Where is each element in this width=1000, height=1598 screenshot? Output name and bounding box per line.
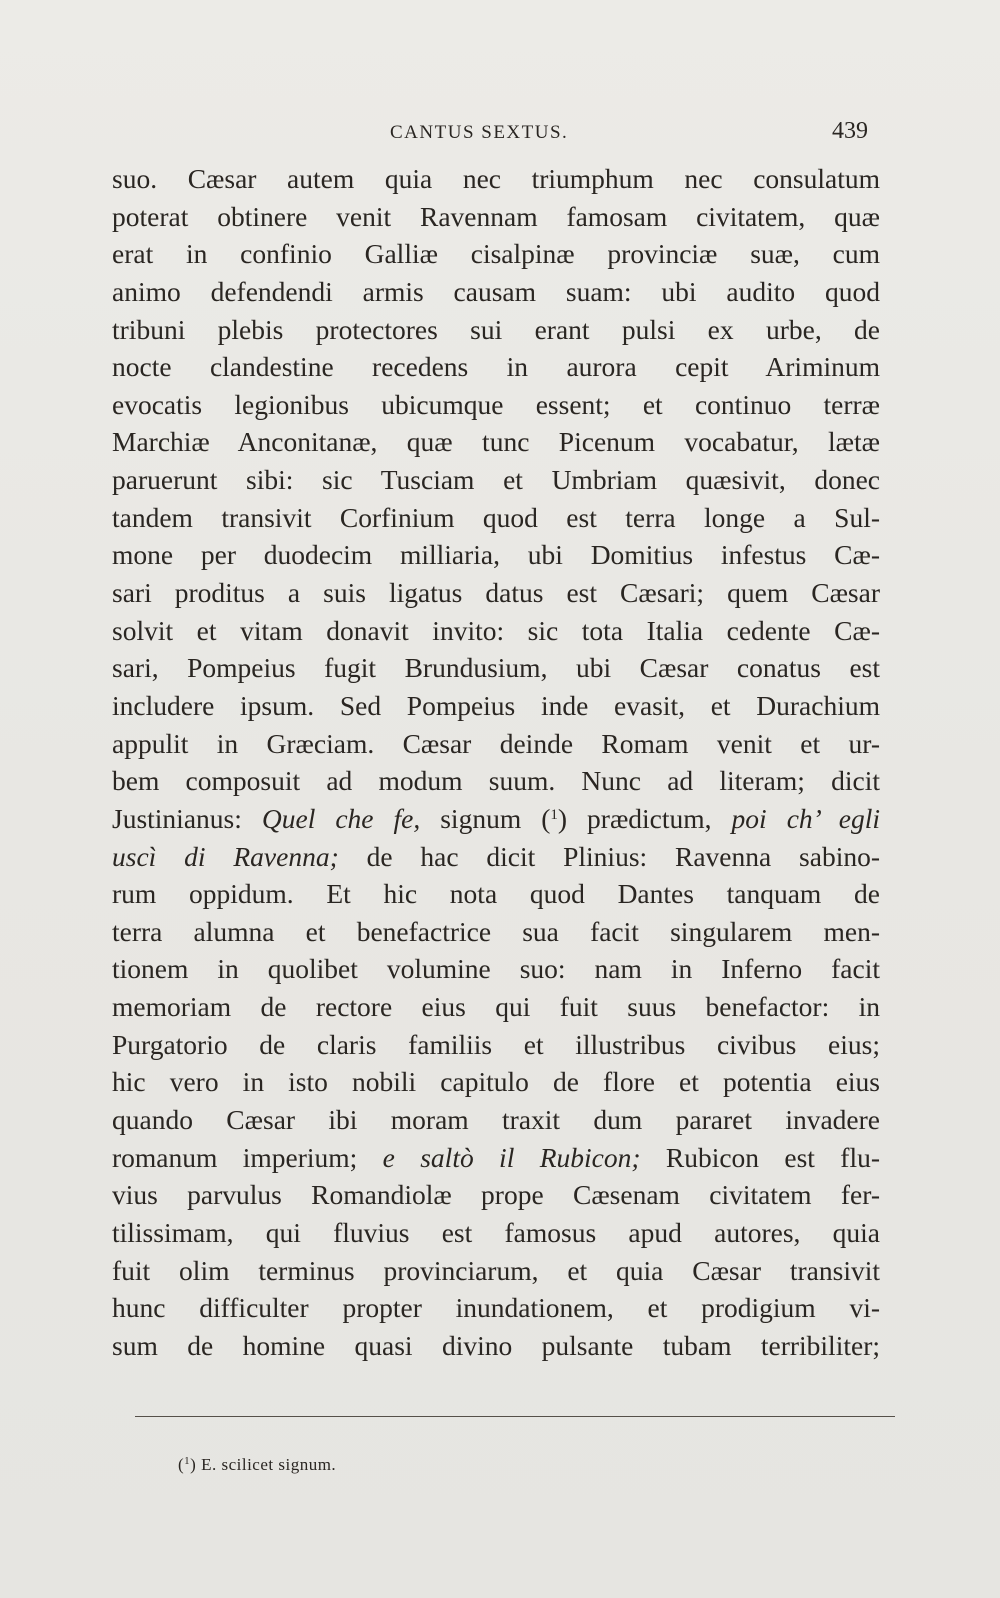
- text-run: tilissimam, qui fluvius est famosus apud autores, quia: [112, 1216, 880, 1248]
- italic-quote: poi ch’ egli: [731, 802, 880, 834]
- text-line: [112, 762, 880, 800]
- text-run: ) prædictum,: [557, 802, 732, 834]
- text-run: fuit olim terminus provinciarum, et quia Cæsar transivit: [112, 1254, 880, 1286]
- footnote: [178, 1455, 336, 1475]
- text-line: [112, 913, 880, 951]
- page-number: 439: [832, 118, 868, 144]
- text-line: [112, 687, 880, 725]
- text-line: [112, 875, 880, 913]
- text-run: Justinianus:: [112, 802, 262, 834]
- text-line: [112, 423, 880, 461]
- text-line: [112, 574, 880, 612]
- text-line: [112, 1327, 880, 1365]
- text-run: hic vero in isto nobili capitulo de flore et potentia eius: [112, 1066, 880, 1098]
- text-run: sum de homine quasi divino pulsante tubam terribiliter;: [112, 1329, 880, 1361]
- text-run: Marchiæ Anconitanæ, quæ tunc Picenum vocabatur, lætæ: [112, 426, 880, 458]
- text-run: de hac dicit Plinius: Ravenna sabino-: [338, 840, 881, 872]
- text-run: includere ipsum. Sed Pompeius inde evasit, et Durachium: [112, 689, 880, 721]
- text-run: solvit et vitam donavit invito: sic tota Italia cedente Cæ-: [112, 614, 880, 646]
- text-run: quando Cæsar ibi moram traxit dum pararet invadere: [112, 1104, 880, 1136]
- text-line: [112, 1214, 880, 1252]
- text-line: [112, 725, 880, 763]
- text-run: hunc difficulter propter inundationem, et prodigium vi-: [112, 1292, 880, 1324]
- text-line: [112, 273, 880, 311]
- text-line: [112, 160, 880, 198]
- text-line: [112, 536, 880, 574]
- running-head: [110, 118, 880, 148]
- main-text-block: [112, 160, 880, 1365]
- text-run: Rubicon est flu-: [640, 1141, 880, 1173]
- text-run: evocatis legionibus ubicumque essent; et continuo terræ: [112, 388, 880, 420]
- text-line: [112, 311, 880, 349]
- text-run: sari proditus a suis ligatus datus est Cæsari; quem Cæsar: [112, 577, 880, 609]
- text-run: signum (: [420, 802, 551, 834]
- footnote-text: E. scilicet signum.: [196, 1455, 337, 1474]
- text-line: [112, 649, 880, 687]
- italic-quote: Quel che fe,: [261, 802, 421, 834]
- text-line: [112, 1252, 880, 1290]
- footnote-open-paren: (: [178, 1455, 185, 1474]
- text-run: poterat obtinere venit Ravennam famosam civitatem, quæ: [112, 200, 880, 232]
- text-line: [112, 1176, 880, 1214]
- text-run: Purgatorio de claris familiis et illustribus civibus eius;: [112, 1028, 880, 1060]
- footnote-separator-rule: [135, 1416, 895, 1417]
- text-run: nocte clandestine recedens in aurora cepit Ariminum: [112, 351, 880, 383]
- text-line: [112, 1063, 880, 1101]
- text-run: rum oppidum. Et hic nota quod Dantes tanquam de: [112, 878, 880, 910]
- text-run: erat in confinio Galliæ cisalpinæ provinciæ suæ, cum: [112, 238, 880, 270]
- text-run: romanum imperium;: [112, 1141, 383, 1173]
- text-run: terra alumna et benefactrice sua facit singularem men-: [112, 915, 880, 947]
- text-line: [112, 1026, 880, 1064]
- text-line: [112, 950, 880, 988]
- italic-quote: e saltò il Rubicon;: [382, 1141, 641, 1173]
- text-line: [112, 348, 880, 386]
- footnote-marker: 1: [184, 1455, 191, 1467]
- text-line: [112, 235, 880, 273]
- italic-quote: uscì di Ravenna;: [112, 840, 339, 872]
- text-line: [112, 800, 880, 838]
- text-run: mone per duodecim milliaria, ubi Domitius infestus Cæ-: [112, 539, 880, 571]
- text-run: animo defendendi armis causam suam: ubi audito quod: [112, 275, 880, 307]
- text-run: appulit in Græciam. Cæsar deinde Romam venit et ur-: [112, 727, 880, 759]
- text-run: tandem transivit Corfinium quod est terra longe a Sul-: [112, 501, 880, 533]
- text-line: [112, 988, 880, 1026]
- text-line: [112, 612, 880, 650]
- running-title: CANTUS SEXTUS.: [390, 122, 569, 143]
- footnote-close-paren: ): [190, 1455, 197, 1474]
- text-line: [112, 1139, 880, 1177]
- text-run: memoriam de rectore eius qui fuit suus benefactor: in: [112, 991, 880, 1023]
- text-run: tribuni plebis protectores sui erant pulsi ex urbe, de: [112, 313, 880, 345]
- text-line: [112, 499, 880, 537]
- text-line: [112, 198, 880, 236]
- text-line: [112, 1101, 880, 1139]
- text-line: [112, 386, 880, 424]
- text-run: paruerunt sibi: sic Tusciam et Umbriam quæsivit, donec: [112, 464, 880, 496]
- footnote-reference: 1: [550, 806, 558, 823]
- text-run: tionem in quolibet volumine suo: nam in Inferno facit: [112, 953, 880, 985]
- text-run: vius parvulus Romandiolæ prope Cæsenam civitatem fer-: [112, 1179, 880, 1211]
- text-run: suo. Cæsar autem quia nec triumphum nec consulatum: [112, 163, 880, 194]
- text-line: [112, 838, 880, 876]
- text-line: [112, 461, 880, 499]
- text-line: [112, 1289, 880, 1327]
- text-run: bem composuit ad modum suum. Nunc ad literam; dicit: [112, 765, 880, 797]
- text-run: sari, Pompeius fugit Brundusium, ubi Cæsar conatus est: [112, 652, 880, 684]
